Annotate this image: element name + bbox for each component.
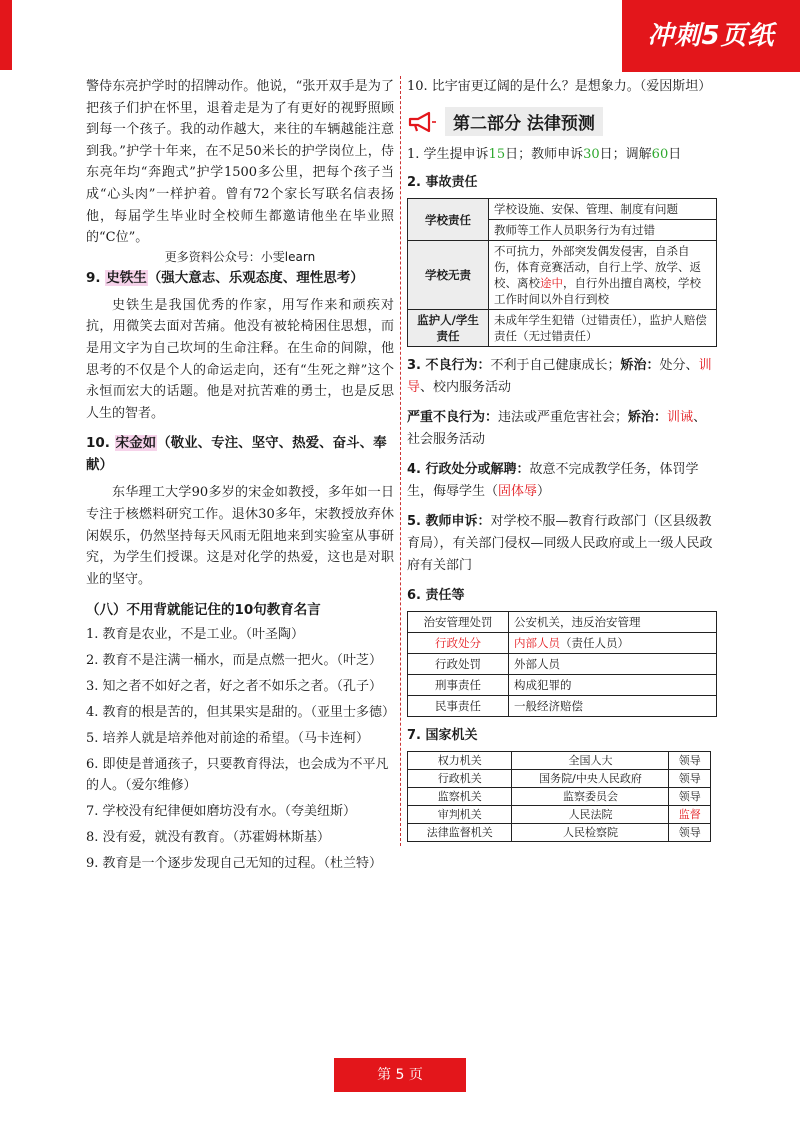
organ-name: 人民检察院 (512, 824, 669, 842)
table-row (408, 310, 717, 347)
quote-4: 4. 教育的根是苦的，但其果实是甜的。（亚里士多德） (86, 705, 396, 721)
item-1-num-15: 15 (488, 147, 506, 162)
banner-title: 冲刺5页纸 (622, 0, 800, 72)
heading-10-name: 宋金如 (115, 435, 157, 452)
item-5-teacher-appeal (407, 511, 717, 577)
table-row (408, 241, 717, 310)
heading-responsibility: 6. 责任等 (407, 588, 465, 603)
quote-9: 9. 教育是一个逐步发现自己无知的过程。（杜兰特） (86, 856, 383, 872)
left-column (86, 76, 394, 879)
school-liability-label: 学校责任 (408, 199, 489, 241)
part-two-title: 第二部分 法律预测 (445, 107, 603, 136)
organ-name: 监察委员会 (512, 788, 669, 806)
school-no-liability-value (489, 241, 717, 310)
table-row (408, 199, 717, 220)
heading-9-desc: （强大意志、乐观态度、理性思考） (147, 269, 364, 286)
column-divider (400, 76, 401, 846)
state-organs-table (407, 751, 711, 842)
section-8-title: （八）不用背就能记住的10句教育名言 (86, 602, 321, 619)
promo-note: 更多资料公众号：小雯learn (164, 249, 316, 264)
table-row (408, 633, 717, 654)
item-4-red: 固体辱 (498, 484, 538, 499)
serious-label-2: 矫治： (628, 410, 668, 425)
item-4-label: 4. 行政处分或解聘： (407, 462, 530, 477)
accident-liability-table (407, 198, 717, 347)
table-row (408, 696, 717, 717)
item-3-text-c: 、校内服务活动 (420, 380, 512, 395)
item-3-text-b: 处分、 (659, 358, 699, 373)
table-row (408, 752, 711, 770)
quote-8: 8. 没有爱，就没有教育。（苏霍姆林斯基） (86, 830, 331, 846)
paragraph-10: 东华理工大学90多岁的宋金如教授，多年如一日专注于核燃料研究工作。退休30多年，宋教授放弃休闲娱乐，仍然坚持每天风雨无阻地来到实验室从事研究，为学生们授课。这是对化学的热爱，这也是对职业的坚守。 (86, 485, 394, 587)
quote-2: 2. 教育不是注满一桶水，而是点燃一把火。（叶芝） (86, 653, 383, 669)
cell-administrative-sanction-desc (509, 633, 717, 654)
organ-relation: 领导 (669, 752, 711, 770)
school-liability-item-1: 学校设施、安保、管理、制度有问题 (489, 199, 717, 220)
quote-10: 10. 比宇宙更辽阔的是什么？是想象力。（爱因斯坦） (407, 79, 712, 94)
table-row (408, 806, 711, 824)
organ-relation-supervise: 监督 (669, 806, 711, 824)
quote-1: 1. 教育是农业，不是工业。（叶圣陶） (86, 627, 305, 643)
right-column (407, 76, 717, 842)
no-liability-text-a: 不可抗力，外部突发偶发侵害，自杀自伤，体育竞赛活动，自行上学、放学、返校、离校 (494, 244, 701, 290)
cell-administrative-sanction: 行政处分 (408, 633, 509, 654)
heading-10-desc: （敬业、专注、坚守、热爱、奋斗、奉献） (86, 435, 387, 474)
item-5-label: 5. 教师申诉： (407, 514, 491, 529)
quote-3: 3. 知之者不如好之者，好之者不如乐之者。（孔子） (86, 679, 383, 695)
item-4-text-b: ） (537, 484, 551, 499)
item-3-misconduct (407, 355, 717, 399)
paragraph-9: 史铁生是我国优秀的作家，用写作来和顽疾对抗，用微笑去面对苦痛。他没有被轮椅困住思想，而是用文字为自己坎坷的生命注释。在生命的间隙，他思考的不仅是个人的命运走向，还有“生死之辩”这个永恒而宏大的话题。他是对抗苦难的勇士，也是反思人生的智者。 (86, 297, 394, 421)
cell-civil-liability: 民事责任 (408, 696, 509, 717)
serious-label: 严重不良行为： (407, 410, 499, 425)
item-1-text-a: 1. 学生提申诉 (407, 147, 489, 162)
item-3-label: 3. 不良行为： (407, 358, 491, 373)
organ-relation: 领导 (669, 824, 711, 842)
item-1-text-c: 日；调解 (599, 147, 652, 162)
organ-name: 国务院/中央人民政府 (512, 770, 669, 788)
organ-type: 法律监督机关 (408, 824, 512, 842)
page-number: 第 5 页 (334, 1058, 466, 1092)
part-two-header (407, 107, 717, 136)
quote-7: 7. 学校没有纪律便如磨坊没有水。（夸美纽斯） (86, 804, 357, 820)
serious-red: 训诫 (667, 410, 694, 425)
school-liability-item-2: 教师等工作人员职务行为有过错 (489, 220, 717, 241)
intro-paragraph: 警侍东亮护学时的招牌动作。他说，“张开双手是为了把孩子们护在怀里，退着走是为了有更好的视野照顾到每一个孩子。我的动作越大，来往的车辆越能注意到我。”护学十年来，在不足50米长的护学岗位上，侍东亮年均“奔跑式”护学1500多公里，把每个孩子当成“心头肉”一样护着。曾有72个家长写联名信表扬他，每届学生毕业时全校师生都邀请他坐在毕业照的“C位”。 (86, 79, 394, 246)
school-no-liability-label: 学校无责 (408, 241, 489, 310)
table-row (408, 770, 711, 788)
organ-relation: 领导 (669, 770, 711, 788)
heading-10-number: 10. (86, 435, 110, 452)
cell-public-security-desc: 公安机关，违反治安管理 (509, 612, 717, 633)
table-row (408, 675, 717, 696)
organ-relation: 领导 (669, 788, 711, 806)
guardian-liability-value: 未成年学生犯错（过错责任），监护人赔偿责任（无过错责任） (489, 310, 717, 347)
organ-name: 全国人大 (512, 752, 669, 770)
item-3-red: 训导 (407, 358, 712, 395)
cell-civil-liability-desc: 一般经济赔偿 (509, 696, 717, 717)
organ-type: 审判机关 (408, 806, 512, 824)
organ-type: 行政机关 (408, 770, 512, 788)
heading-9-number: 9. (86, 269, 101, 286)
item-1-num-60: 60 (651, 147, 669, 162)
item-4-text-a: 故意不完成教学任务，体罚学生，侮辱学生（ (407, 462, 699, 499)
serious-text-a: 违法或严重危害社会； (498, 410, 629, 425)
responsible-personnel: （责任人员） (560, 636, 629, 650)
table-row (408, 824, 711, 842)
item-1-num-30: 30 (583, 147, 600, 162)
internal-personnel: 内部人员 (514, 636, 560, 650)
heading-9 (86, 267, 394, 289)
table-row (408, 654, 717, 675)
responsibility-table (407, 611, 717, 717)
item-3-text-a: 不利于自己健康成长； (490, 358, 621, 373)
guardian-liability-label: 监护人/学生责任 (408, 310, 489, 347)
item-1-text-d: 日 (668, 147, 682, 162)
cell-public-security-penalty: 治安管理处罚 (408, 612, 509, 633)
item-4-dismissal (407, 459, 717, 503)
heading-9-name: 史铁生 (106, 269, 147, 286)
heading-accident-liability: 2. 事故责任 (407, 175, 478, 190)
cell-criminal-liability-desc: 构成犯罪的 (509, 675, 717, 696)
item-1-text-b: 日；教师申诉 (505, 147, 584, 162)
left-accent-bar (0, 0, 12, 70)
cell-criminal-liability: 刑事责任 (408, 675, 509, 696)
item-3-label-2: 矫治： (620, 358, 660, 373)
heading-state-organs: 7. 国家机关 (407, 728, 478, 743)
megaphone-icon (407, 110, 437, 134)
organ-type: 监察机关 (408, 788, 512, 806)
heading-10 (86, 432, 394, 476)
cell-administrative-penalty: 行政处罚 (408, 654, 509, 675)
organ-name: 人民法院 (512, 806, 669, 824)
no-liability-text-red: 途中 (540, 276, 563, 290)
item-3-serious-misconduct (407, 407, 717, 451)
item-5-text: 对学校不服—教育行政部门（区县级教育局），有关部门侵权—同级人民政府或上一级人民政府有关部门 (407, 514, 713, 573)
quote-5: 5. 培养人就是培养他对前途的希望。（马卡连柯） (86, 731, 370, 747)
table-row (408, 788, 711, 806)
cell-administrative-penalty-desc: 外部人员 (509, 654, 717, 675)
quote-6: 6. 即使是普通孩子，只要教育得法，也会成为不平凡的人。（爱尔维修） (86, 757, 389, 794)
no-liability-text-b: ，自行外出擅自离校，学校工作时间以外自行到校 (494, 276, 701, 306)
table-row (408, 612, 717, 633)
serious-text-c: 、社会服务活动 (407, 410, 707, 447)
item-1-deadlines (407, 144, 717, 166)
organ-type: 权力机关 (408, 752, 512, 770)
